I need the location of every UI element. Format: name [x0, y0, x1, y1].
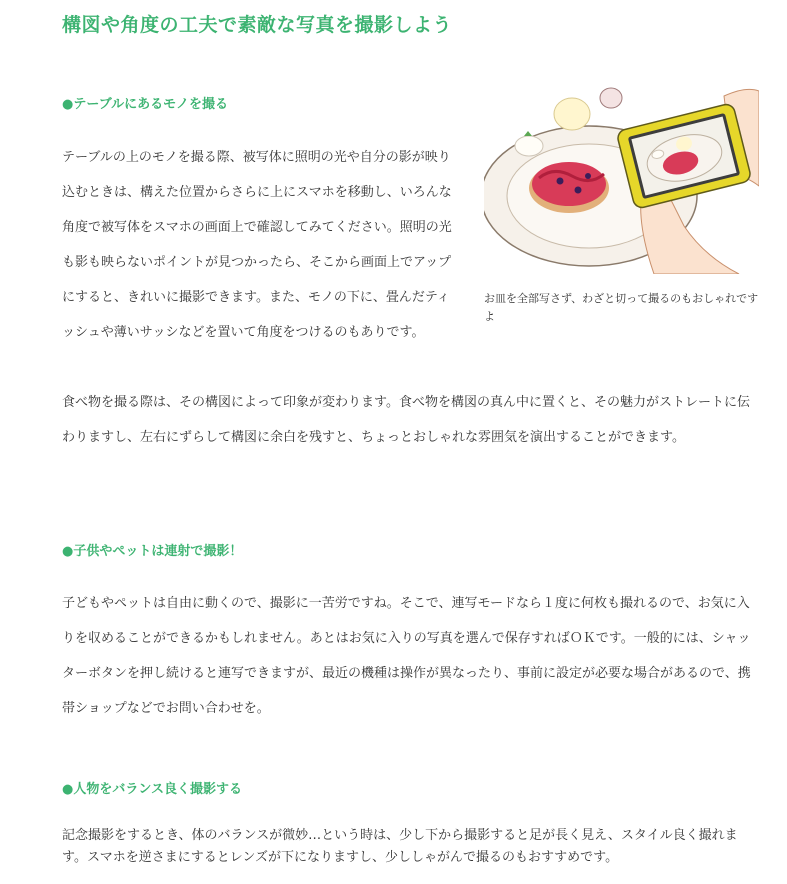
- section-paragraph-people: 記念撮影をするとき、体のバランスが微妙…という時は、少し下から撮影すると足が長く見え、スタイル良く撮れます。スマホを逆さまにするとレンズが下になりますし、少ししゃがんで撮るのもおすすめです。: [62, 828, 738, 865]
- page-title: 構図や角度の工夫で素敵な写真を撮影しよう: [62, 14, 453, 36]
- section-heading-people: ●人物をバランス良く撮影する: [62, 782, 242, 797]
- section-paragraph-food: 食べ物を撮る際は、その構図によって印象が変わります。食べ物を構図の真ん中に置くと、その魅力がストレートに伝わりますし、左右にずらして構図に余白を残すと、ちょっとおしゃれな雰囲気を演出することができます。: [62, 395, 750, 445]
- section-paragraph-table: テーブルの上のモノを撮る際、被写体に照明の光や自分の影が映り込むときは、構えた位置からさらに上にスマホを移動し、いろんな角度で被写体をスマホの画面上で確認してみてください。照明の光も影も映らないポイントが見つかったら、そこから画面上でアップにすると、きれいに撮影できます。また、モノの下に、畳んだティッシュや薄いサッシなどを置いて角度をつけるのもありです。: [62, 150, 452, 340]
- section-heading-table: ●テーブルにあるモノを撮る: [62, 97, 229, 112]
- plate-photo-illustration: [484, 66, 759, 274]
- figure: [484, 66, 759, 326]
- section-heading-children-pets: ●子供やペットは連射で撮影！: [62, 544, 243, 559]
- figure-caption: お皿を全部写さず、わざと切って撮るのもおしゃれですよ: [484, 292, 759, 323]
- section-paragraph-children-pets: 子どもやペットは自由に動くので、撮影に一苦労ですね。そこで、連写モードなら１度に何枚も撮れるので、お気に入りを収めることができるかもしれません。あとはお気に入りの写真を選んで保存すればＯＫです。一般的には、シャッターボタンを押し続けると連写できますが、最近の機種は操作が異なったり、事前に設定が必要な場合があるので、携帯ショップなどでお問い合わせを。: [62, 596, 751, 716]
